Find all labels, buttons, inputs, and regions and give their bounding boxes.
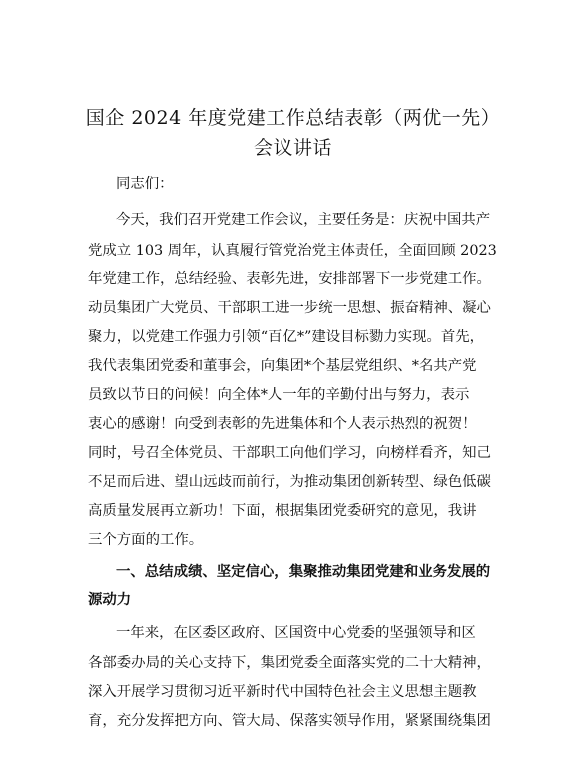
paragraph-line: 不足而后进、望山远歧而前行，为推动集团创新转型、绿色低碳 [88,474,491,490]
paragraph-line: 育，充分发挥把方向、管大局、保落实领导作用，紧紧围绕集团 [88,713,491,729]
paragraph-line: 高质量发展再立新功！下面，根据集团党委研究的意见，我讲 [88,503,477,519]
paragraph-line: 我代表集团党委和董事会，向集团*个基层党组织、*名共产党 [88,358,477,374]
section-heading: 一、总结成绩、坚定信心，集聚推动集团党建和业务发展的 [116,563,491,580]
document-title-line2: 会议讲话 [253,137,332,159]
paragraph-line: 各部委办局的关心支持下，集团党委全面落实党的二十大精神， [88,655,491,671]
paragraph-line: 今天，我们召开党建工作会议，主要任务是：庆祝中国共产 [116,212,491,228]
paragraph-line: 衷心的感谢！向受到表彰的先进集体和个人表示热烈的祝贺！ [88,416,477,432]
paragraph-line: 深入开展学习贯彻习近平新时代中国特色社会主义思想主题教 [88,684,477,700]
paragraph-line: 员致以节日的问候！向全体*人一年的辛勤付出与努力，表示 [88,387,470,403]
paragraph-line: 党成立 103 周年，认真履行管党治党主体责任，全面回顾 2023 [88,243,497,259]
paragraph-line: 聚力，以党建工作强力引领“百亿*”建设目标勠力实现。首先， [88,329,485,345]
paragraph-line: 同时，号召全体党员、干部职工向他们学习，向榜样看齐，知己 [88,445,491,461]
document-title: 国企 2024 年度党建工作总结表彰（两优一先） [85,107,501,129]
paragraph-line: 年党建工作，总结经验、表彰先进，安排部署下一步党建工作。 [88,271,491,287]
paragraph-line: 动员集团广大党员、干部职工进一步统一思想、振奋精神、凝心 [88,300,491,316]
section-heading-line2: 源动力 [88,591,132,608]
paragraph-line: 三个方面的工作。 [88,532,204,548]
paragraph-line: 一年来，在区委区政府、区国资中心党委的坚强领导和区 [116,625,476,641]
salutation: 同志们： [116,176,174,192]
